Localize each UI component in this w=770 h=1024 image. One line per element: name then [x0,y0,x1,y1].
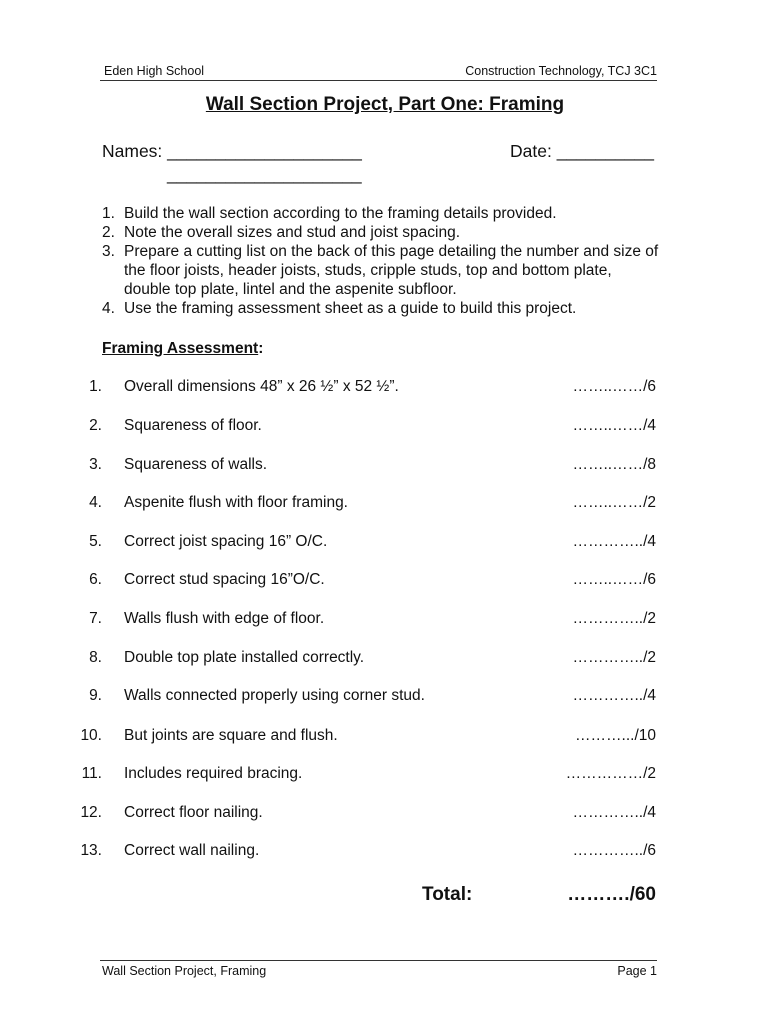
item-score[interactable]: ……..……/8 [572,456,656,473]
page-header [100,64,657,81]
instruction-text: Prepare a cutting list on the back of this page detailing the number and size of the floor joists, header joists, studs, cripple studs, top and bottom plate, double top plate, lintel and the aspenite subfloor. [124,243,659,298]
item-text: Correct floor nailing. [124,804,263,821]
item-score[interactable]: ……..……/6 [572,571,656,588]
assessment-row [0,687,770,707]
date-field[interactable]: Date: __________ [510,141,655,161]
item-number: 12. [80,804,102,821]
assessment-row [0,571,770,591]
item-score[interactable]: ……..……/6 [572,378,656,395]
assessment-row [0,533,770,553]
assessment-heading-colon: : [258,340,264,357]
item-text: Correct joist spacing 16” O/C. [124,533,328,550]
item-number: 11. [81,765,102,782]
item-score[interactable]: …………../4 [572,687,656,704]
page-number: Page 1 [617,964,657,978]
item-number: 13. [80,842,102,859]
total-score[interactable]: ………./60 [567,884,656,905]
item-text: Aspenite flush with floor framing. [124,494,348,511]
item-number: 5. [89,533,102,550]
item-text: Squareness of floor. [124,417,262,434]
assessment-row [0,842,770,862]
item-text: Double top plate installed correctly. [124,649,365,666]
item-text: Correct wall nailing. [124,842,260,859]
assessment-row [0,494,770,514]
item-text: Includes required bracing. [124,765,303,782]
assessment-row [0,649,770,669]
item-number: 4. [89,494,102,511]
item-score[interactable]: ……………/2 [565,765,656,782]
instruction-text: Build the wall section according to the framing details provided. [124,205,557,222]
assessment-row [0,804,770,824]
assessment-row [0,378,770,398]
total-label: Total: [422,884,473,905]
assessment-row [0,417,770,437]
instruction-text: Use the framing assessment sheet as a guide to build this project. [124,300,577,317]
item-text: Walls flush with edge of floor. [124,610,325,627]
item-number: 8. [89,649,102,666]
school-name: Eden High School [104,64,205,78]
names-field[interactable]: Names: ____________________ [102,141,362,161]
item-score[interactable]: …………../6 [572,842,656,859]
instruction-number: 3. [102,243,115,260]
item-text: Squareness of walls. [124,456,268,473]
instruction-number: 4. [102,300,115,317]
item-score[interactable]: ……..……/2 [572,494,656,511]
item-number: 7. [89,610,102,627]
assessment-heading-text: Framing Assessment [102,340,259,357]
assessment-row [0,765,770,785]
course-name: Construction Technology, TCJ 3C1 [465,64,657,78]
item-number: 3. [89,456,102,473]
footer-title: Wall Section Project, Framing [102,964,267,978]
item-number: 10. [80,727,102,744]
item-score[interactable]: …………../2 [572,649,656,666]
item-score[interactable]: ……….../10 [575,727,656,744]
item-text: Walls connected properly using corner stud. [124,687,425,704]
item-text: Overall dimensions 48” x 26 ½” x 52 ½”. [124,378,399,395]
item-number: 1. [89,378,102,395]
assessment-heading [102,340,263,358]
item-number: 6. [89,571,102,588]
instruction-item [102,223,662,242]
instruction-item [102,204,662,223]
names-field-line-2[interactable]: ____________________ [167,164,362,184]
assessment-row [0,727,770,747]
item-number: 9. [89,687,102,704]
instruction-text: Note the overall sizes and stud and joist spacing. [124,224,461,241]
page-footer [100,960,657,981]
item-number: 2. [89,417,102,434]
instruction-number: 1. [102,205,115,222]
item-text: Correct stud spacing 16”O/C. [124,571,325,588]
assessment-row [0,610,770,630]
instruction-item [102,299,662,318]
instruction-number: 2. [102,224,115,241]
item-score[interactable]: …………../4 [572,804,656,821]
instruction-item [102,242,662,299]
item-score[interactable]: ……..……/4 [572,417,656,434]
instructions-list [102,204,662,318]
item-score[interactable]: …………../4 [572,533,656,550]
page-title: Wall Section Project, Part One: Framing [205,94,565,115]
item-score[interactable]: …………../2 [572,610,656,627]
assessment-row [0,456,770,476]
item-text: But joints are square and flush. [124,727,338,744]
